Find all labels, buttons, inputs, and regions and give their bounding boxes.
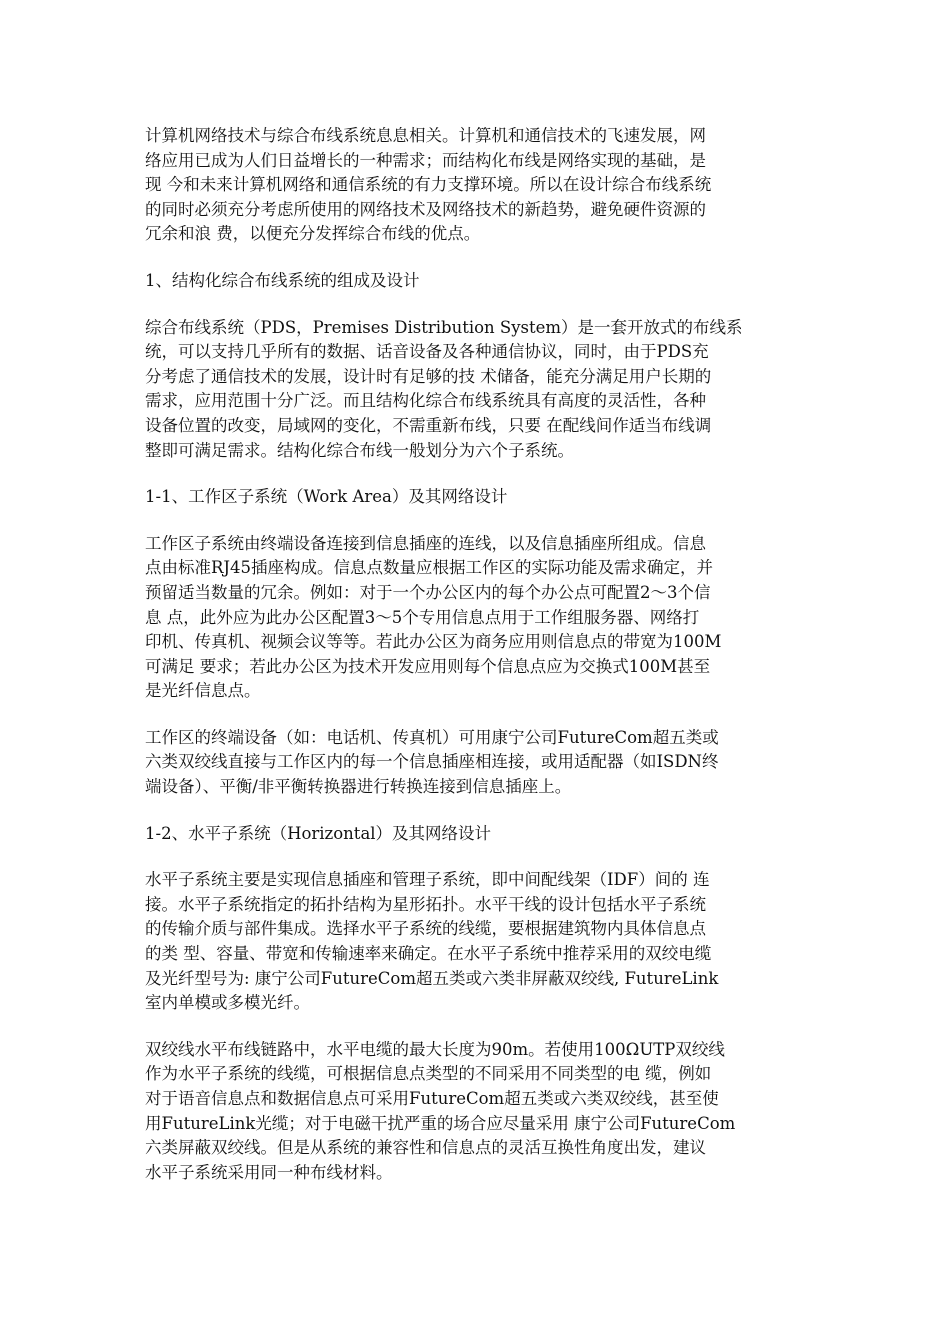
text-line: 及光纤型号为: 康宁公司FutureCom超五类或六类非屏蔽双绞线, FutureLink [145, 968, 719, 988]
text-line: 息 点，此外应为此办公区配置3～5个专用信息点用于工作组服务器、网络打 [145, 607, 700, 627]
terminal-equipment-paragraph [145, 726, 810, 800]
section-1-1-heading: 1-1、工作区子系统（Work Area）及其网络设计 [145, 487, 508, 507]
text-line: 设备位置的改变，局域网的变化，不需重新布线，只要 在配线间作适当布线调 [145, 415, 712, 435]
text-line: 点由标准RJ45插座构成。信息点数量应根据工作区的实际功能及需求确定，并 [145, 558, 714, 578]
horizontal-paragraph [145, 868, 810, 1016]
section-1-heading: 1、结构化综合布线系统的组成及设计 [145, 270, 420, 290]
text-line: 统，可以支持几乎所有的数据、话音设备及各种通信协议，同时，由于PDS充 [145, 342, 709, 362]
twisted-pair-paragraph [145, 1038, 810, 1186]
text-line: 的同时必须充分考虑所使用的网络技术及网络技术的新趋势，避免硬件资源的 [145, 199, 706, 219]
text-line: 冗余和浪 费，以便充分发挥综合布线的优点。 [145, 224, 481, 244]
pds-paragraph [145, 316, 810, 464]
text-line: 六类双绞线直接与工作区内的每一个信息插座相连接，或用适配器（如ISDN终 [145, 752, 719, 772]
text-line: 络应用已成为人们日益增长的一种需求；而结构化布线是网络实现的基础，是 [145, 150, 706, 170]
text-line: 接。水平子系统指定的拓扑结构为星形拓扑。水平干线的设计包括水平子系统 [145, 894, 706, 914]
text-line: 整即可满足需求。结构化综合布线一般划分为六个子系统。 [145, 440, 574, 460]
text-line: 印机、传真机、视频会议等等。若此办公区为商务应用则信息点的带宽为100M [145, 632, 722, 652]
text-line: 端设备）、平衡/非平衡转换器进行转换连接到信息插座上。 [145, 777, 572, 797]
text-line: 预留适当数量的冗余。例如：对于一个办公区内的每个办公点可配置2～3个信 [145, 582, 711, 602]
text-line: 水平子系统采用同一种布线材料。 [145, 1162, 393, 1182]
text-line: 工作区子系统由终端设备连接到信息插座的连线，以及信息插座所组成。信息 [145, 533, 706, 553]
text-line: 是光纤信息点。 [145, 681, 261, 701]
text-line: 综合布线系统（PDS，Premises Distribution System）是一套开放式的布线系 [145, 317, 743, 337]
text-line: 双绞线水平布线链路中，水平电缆的最大长度为90m。若使用100ΩUTP双绞线 [145, 1039, 725, 1059]
intro-paragraph [145, 124, 810, 247]
text-line: 分考虑了通信技术的发展，设计时有足够的技 术储备，能充分满足用户长期的 [145, 366, 712, 386]
text-line: 计算机网络技术与综合布线系统息息相关。计算机和通信技术的飞速发展，网 [145, 126, 706, 145]
document-body [145, 124, 810, 1207]
text-line: 的类 型、容量、带宽和传输速率来确定。在水平子系统中推荐采用的双绞电缆 [145, 944, 712, 964]
text-line: 对于语音信息点和数据信息点可采用FutureCom超五类或六类双绞线，甚至使 [145, 1089, 719, 1108]
text-line: 可满足 要求；若此办公区为技术开发应用则每个信息点应为交换式100M甚至 [145, 656, 711, 676]
text-line: 水平子系统主要是实现信息插座和管理子系统，即中间配线架（IDF）间的 连 [145, 870, 710, 890]
text-line: 现 今和未来计算机网络和通信系统的有力支撑环境。所以在设计综合布线系统 [145, 175, 712, 195]
text-line: 用FutureLink光缆；对于电磁干扰严重的场合应尽量采用 康宁公司FutureCom [145, 1113, 736, 1133]
text-line: 需求，应用范围十分广泛。而且结构化综合布线系统具有高度的灵活性，各种 [145, 391, 706, 411]
text-line: 六类屏蔽双绞线。但是从系统的兼容性和信息点的灵活互换性角度出发，建议 [145, 1138, 706, 1158]
text-line: 的传输介质与部件集成。选择水平子系统的线缆，要根据建筑物内具体信息点 [145, 919, 706, 939]
section-1-2-heading: 1-2、水平子系统（Horizontal）及其网络设计 [145, 823, 492, 843]
text-line: 工作区的终端设备（如：电话机、传真机）可用康宁公司FutureCom超五类或 [145, 727, 719, 747]
text-line: 室内单模或多模光纤。 [145, 993, 310, 1013]
work-area-paragraph [145, 532, 810, 704]
text-line: 作为水平子系统的线缆，可根据信息点类型的不同采用不同类型的电 缆，例如 [145, 1064, 712, 1084]
